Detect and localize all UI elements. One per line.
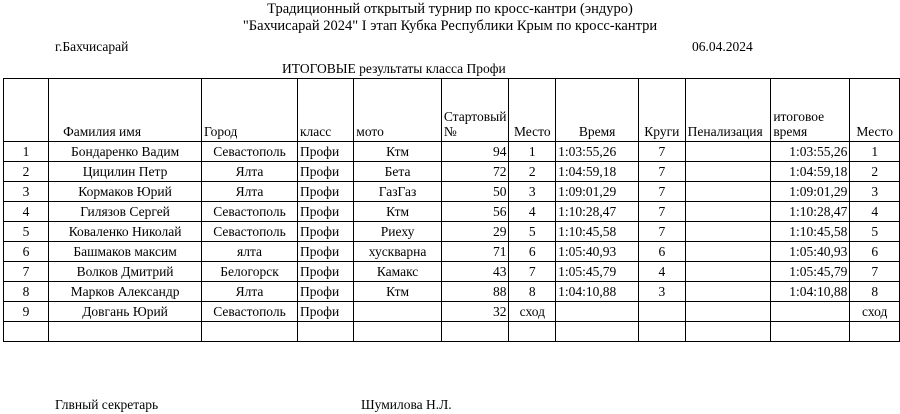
final-place-cell: 7 <box>850 262 900 282</box>
time-cell <box>556 302 639 322</box>
athlete-class-cell: Профи <box>297 302 353 322</box>
laps-cell: 7 <box>639 142 686 162</box>
penalty-cell <box>685 162 771 182</box>
athlete-class-cell: Профи <box>297 162 353 182</box>
start-number-cell: 88 <box>441 282 509 302</box>
athlete-class-cell <box>297 322 353 342</box>
laps-cell <box>639 322 686 342</box>
final-place-cell: 3 <box>850 182 900 202</box>
penalty-cell <box>685 302 771 322</box>
time-cell: 1:04:59,18 <box>556 162 639 182</box>
col-header-name: Фамилия имя <box>49 79 202 142</box>
penalty-cell <box>685 182 771 202</box>
place-cell: 8 <box>509 282 556 302</box>
date-label: 06.04.2024 <box>692 39 753 54</box>
final-place-cell: 5 <box>850 222 900 242</box>
athlete-name-cell: Цицилин Петр <box>49 162 202 182</box>
athlete-moto-cell: Риеху <box>354 222 442 242</box>
laps-cell: 3 <box>639 282 686 302</box>
athlete-city-cell: Ялта <box>202 162 298 182</box>
col-header-class: класс <box>297 79 353 142</box>
laps-cell: 7 <box>639 202 686 222</box>
table-row <box>4 322 900 342</box>
laps-cell <box>639 302 686 322</box>
place-cell: 3 <box>509 182 556 202</box>
col-header-start-number: Стартовый № <box>441 79 509 142</box>
col-header-penalty: Пенализация <box>685 79 771 142</box>
final-place-cell: 4 <box>850 202 900 222</box>
penalty-cell <box>685 202 771 222</box>
time-cell: 1:10:45,58 <box>556 222 639 242</box>
final-place-cell: 6 <box>850 242 900 262</box>
start-number-cell: 71 <box>441 242 509 262</box>
title-line-1: Традиционный открытый турнир по кросс-кантри (эндуро) <box>267 1 633 17</box>
table-row <box>4 302 900 322</box>
start-number-cell: 32 <box>441 302 509 322</box>
final-time-cell: 1:03:55,26 <box>771 142 850 162</box>
table-row <box>4 222 900 242</box>
athlete-moto-cell: Ктм <box>354 142 442 162</box>
athlete-name-cell <box>49 322 202 342</box>
col-header-laps: Круги <box>639 79 686 142</box>
athlete-moto-cell <box>354 322 442 342</box>
athlete-class-cell: Профи <box>297 262 353 282</box>
final-place-cell <box>850 322 900 342</box>
row-index-cell <box>4 322 49 342</box>
time-cell: 1:04:10,88 <box>556 282 639 302</box>
athlete-name-cell: Кормаков Юрий <box>49 182 202 202</box>
penalty-cell <box>685 322 771 342</box>
laps-cell: 7 <box>639 162 686 182</box>
place-cell: 7 <box>509 262 556 282</box>
row-index-cell: 3 <box>4 182 49 202</box>
row-index-cell: 6 <box>4 242 49 262</box>
place-cell: 6 <box>509 242 556 262</box>
final-time-cell <box>771 302 850 322</box>
athlete-moto-cell <box>354 302 442 322</box>
table-row <box>4 282 900 302</box>
penalty-cell <box>685 242 771 262</box>
athlete-class-cell: Профи <box>297 202 353 222</box>
time-cell: 1:10:28,47 <box>556 202 639 222</box>
final-time-cell: 1:09:01,29 <box>771 182 850 202</box>
athlete-name-cell: Башмаков максим <box>49 242 202 262</box>
athlete-city-cell: Севастополь <box>202 202 298 222</box>
athlete-city-cell: Севастополь <box>202 222 298 242</box>
row-index-cell: 5 <box>4 222 49 242</box>
row-index-cell: 9 <box>4 302 49 322</box>
secretary-label: Глвный секретарь <box>55 397 159 412</box>
athlete-class-cell: Профи <box>297 142 353 162</box>
athlete-moto-cell: Бета <box>354 162 442 182</box>
athlete-moto-cell: хускварна <box>354 242 442 262</box>
start-number-cell: 43 <box>441 262 509 282</box>
table-row <box>4 142 900 162</box>
time-cell: 1:09:01,29 <box>556 182 639 202</box>
athlete-name-cell: Довгань Юрий <box>49 302 202 322</box>
place-cell: сход <box>509 302 556 322</box>
results-table <box>3 78 900 342</box>
final-place-cell: сход <box>850 302 900 322</box>
penalty-cell <box>685 142 771 162</box>
final-time-cell: 1:04:59,18 <box>771 162 850 182</box>
athlete-city-cell: Ялта <box>202 182 298 202</box>
athlete-city-cell: Ялта <box>202 282 298 302</box>
athlete-city-cell: Севастополь <box>202 142 298 162</box>
table-row <box>4 242 900 262</box>
start-number-cell: 29 <box>441 222 509 242</box>
final-place-cell: 8 <box>850 282 900 302</box>
laps-cell: 6 <box>639 242 686 262</box>
athlete-name-cell: Бондаренко Вадим <box>49 142 202 162</box>
laps-cell: 7 <box>639 222 686 242</box>
place-cell: 5 <box>509 222 556 242</box>
table-header-row <box>4 79 900 142</box>
place-cell: 4 <box>509 202 556 222</box>
final-time-cell: 1:05:40,93 <box>771 242 850 262</box>
start-number-cell <box>441 322 509 342</box>
athlete-city-cell: Севастополь <box>202 302 298 322</box>
penalty-cell <box>685 282 771 302</box>
place-cell: 1 <box>509 142 556 162</box>
time-cell <box>556 322 639 342</box>
table-row <box>4 182 900 202</box>
col-header-city: Город <box>202 79 298 142</box>
final-time-cell: 1:10:45,58 <box>771 222 850 242</box>
athlete-moto-cell: Камакс <box>354 262 442 282</box>
place-cell <box>509 322 556 342</box>
athlete-class-cell: Профи <box>297 282 353 302</box>
row-index-cell: 4 <box>4 202 49 222</box>
final-place-cell: 1 <box>850 142 900 162</box>
col-header-time: Время <box>556 79 639 142</box>
title-line-2: "Бахчисарай 2024" I этап Кубка Республики Крым по кросс-кантри <box>242 18 658 34</box>
table-row <box>4 262 900 282</box>
start-number-cell: 94 <box>441 142 509 162</box>
final-time-cell: 1:05:45,79 <box>771 262 850 282</box>
penalty-cell <box>685 262 771 282</box>
laps-cell: 7 <box>639 182 686 202</box>
final-place-cell: 2 <box>850 162 900 182</box>
col-header-place: Место <box>509 79 556 142</box>
results-subtitle: ИТОГОВЫЕ результаты класса Профи <box>282 61 506 76</box>
secretary-name: Шумилова Н.Л. <box>361 397 452 412</box>
col-header-final-place: Место <box>850 79 900 142</box>
place-cell: 2 <box>509 162 556 182</box>
final-time-cell: 1:04:10,88 <box>771 282 850 302</box>
start-number-cell: 56 <box>441 202 509 222</box>
row-index-cell: 2 <box>4 162 49 182</box>
athlete-name-cell: Волков Дмитрий <box>49 262 202 282</box>
athlete-city-cell: ялта <box>202 242 298 262</box>
final-time-cell <box>771 322 850 342</box>
time-cell: 1:05:45,79 <box>556 262 639 282</box>
athlete-moto-cell: Ктм <box>354 202 442 222</box>
athlete-class-cell: Профи <box>297 222 353 242</box>
time-cell: 1:03:55,26 <box>556 142 639 162</box>
row-index-cell: 7 <box>4 262 49 282</box>
athlete-name-cell: Гилязов Сергей <box>49 202 202 222</box>
athlete-moto-cell: Ктм <box>354 282 442 302</box>
athlete-name-cell: Марков Александр <box>49 282 202 302</box>
athlete-city-cell <box>202 322 298 342</box>
city-label: г.Бахчисарай <box>55 39 129 54</box>
athlete-class-cell: Профи <box>297 242 353 262</box>
start-number-cell: 72 <box>441 162 509 182</box>
athlete-city-cell: Белогорск <box>202 262 298 282</box>
start-number-cell: 50 <box>441 182 509 202</box>
row-index-cell: 1 <box>4 142 49 162</box>
col-header-moto: мото <box>354 79 442 142</box>
col-header-index <box>4 79 49 142</box>
athlete-class-cell: Профи <box>297 182 353 202</box>
laps-cell: 4 <box>639 262 686 282</box>
table-row <box>4 202 900 222</box>
athlete-name-cell: Коваленко Николай <box>49 222 202 242</box>
penalty-cell <box>685 222 771 242</box>
col-header-final-time: итоговое время <box>771 79 850 142</box>
table-row <box>4 162 900 182</box>
row-index-cell: 8 <box>4 282 49 302</box>
athlete-moto-cell: ГазГаз <box>354 182 442 202</box>
final-time-cell: 1:10:28,47 <box>771 202 850 222</box>
time-cell: 1:05:40,93 <box>556 242 639 262</box>
